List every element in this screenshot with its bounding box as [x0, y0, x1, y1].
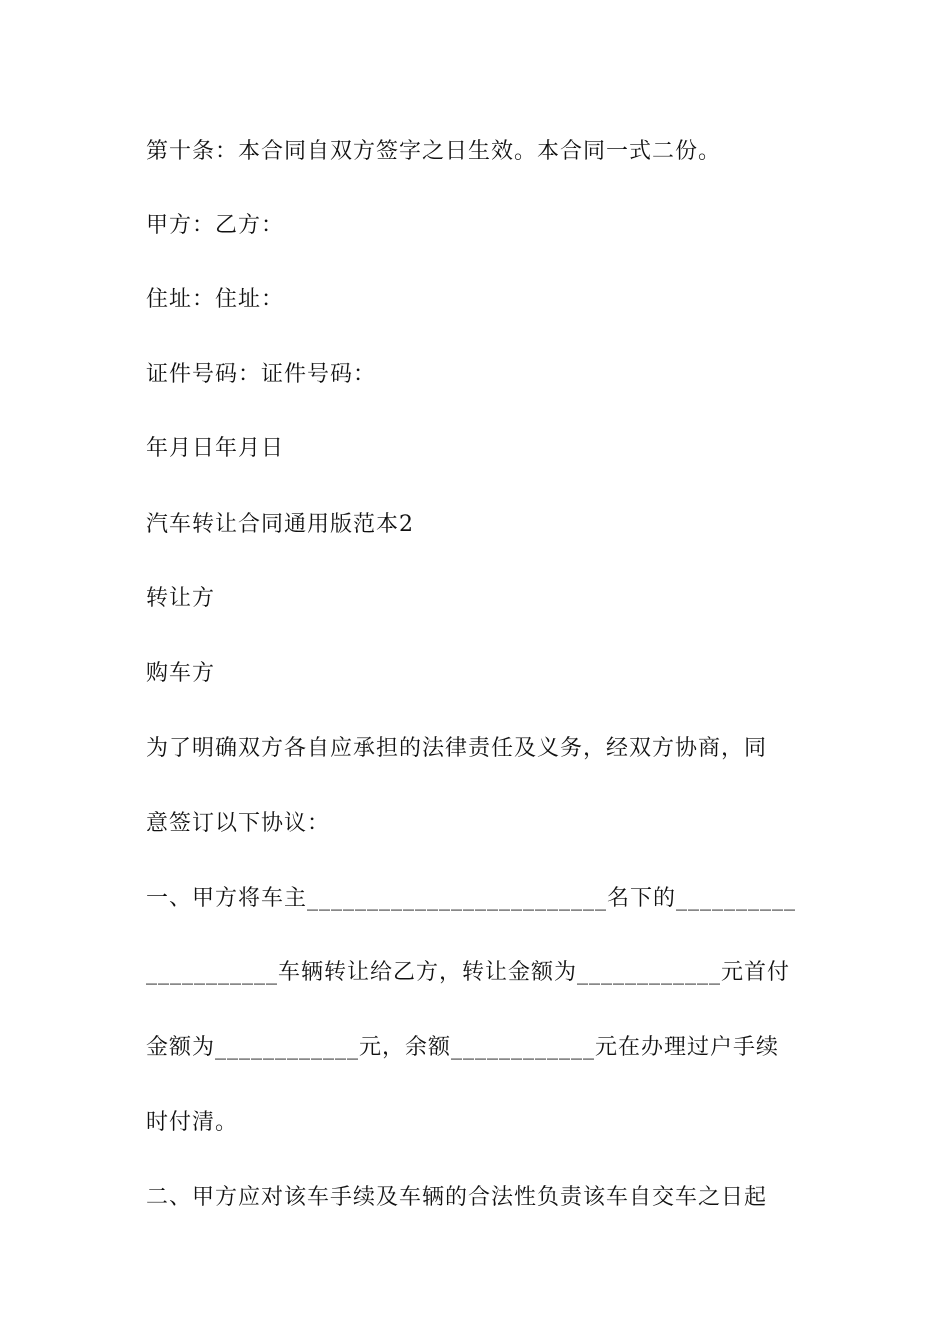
clause-2-line-1: 二、甲方应对该车手续及车辆的合法性负责该车自交车之日起 [146, 1185, 768, 1210]
transferor-label: 转让方 [146, 586, 216, 611]
preamble-line-2: 意签订以下协议： [146, 811, 331, 836]
buyer-label: 购车方 [146, 661, 216, 686]
address-labels-line: 住址：住址： [146, 287, 285, 312]
clause-1-line-4: 时付清。 [146, 1110, 239, 1135]
clause-1-line-1: 一、甲方将车主_________________________名下的__________ [146, 886, 797, 911]
clause-1-line-3: 金额为____________元，余额____________元在办理过户手续 [146, 1035, 780, 1060]
clause-1-line-2: ___________车辆转让给乙方，转让金额为____________元首付 [146, 960, 791, 985]
preamble-line-1: 为了明确双方各自应承担的法律责任及义务，经双方协商，同 [146, 736, 768, 761]
date-labels-line: 年月日年月日 [146, 436, 285, 461]
template-2-title: 汽车转让合同通用版范本2 [146, 512, 414, 537]
article-10-line: 第十条：本合同自双方签字之日生效。本合同一式二份。 [146, 139, 722, 164]
party-labels-line: 甲方：乙方： [146, 213, 285, 238]
id-number-labels-line: 证件号码：证件号码： [146, 362, 377, 387]
